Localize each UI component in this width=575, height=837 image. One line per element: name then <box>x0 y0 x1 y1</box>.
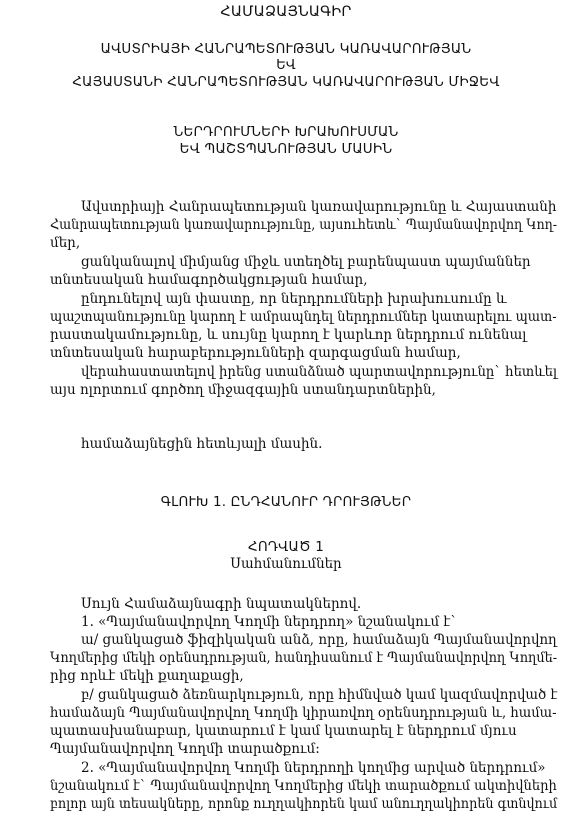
topic-line-1: ՆԵՐԴՐՈՒՄՆԵՐԻ ԽՐԱԽՈՒՍՄԱՆ <box>173 124 399 140</box>
preamble-p3-line-2: պաշտպանությունը կարող է ամրապնդել ներդրումներ կատարելու պատ- <box>50 309 557 325</box>
preamble-p4-line-2: այս ոլորտում գործող միջազգային ստանդարտներին, <box>50 382 436 398</box>
preamble-p1-line-1: Ավստրիայի Հանրապետության կառավարությունը և Հայաստանի <box>81 199 557 215</box>
article-title: Սահմանումներ <box>230 556 342 572</box>
body-intro: Սույն Համաձայնագրի նպատակներով. <box>81 596 362 612</box>
preamble-p3-line-1: ընդունելով այն փաստը, որ ներդրումների խրախուսումը և <box>81 291 507 307</box>
preamble-p3-line-3: րաստակամությունը, և սույնը կարող է կարևոր ներդրում ունենալ <box>50 327 527 343</box>
preamble-p2-line-1: ցանկանալով միմյանց միջև ստեղծել բարենպաստ պայմաններ <box>81 254 531 270</box>
item-1b-line-2: համաձայն Պայմանավորվող Կողմի կիրառվող օրենսդրության և, համա- <box>50 705 557 721</box>
subtitle-line-2: ԵՎ <box>276 58 296 73</box>
preamble-agreed: համաձայնեցին հետևյալի մասին. <box>81 436 323 452</box>
item-2-line-2: նշանակում է` Պայմանավորվող Կողմերից մեկի տարածքում ակտիվների <box>50 778 557 794</box>
item-1b-line-4: Պայմանավորվող Կողմի տարածքում: <box>50 741 320 757</box>
preamble-p2-line-2: տնտեսական համագործակցության համար, <box>50 272 368 288</box>
item-2-line-1: 2. «Պայմանավորվող Կողմի ներդրողի կողմից արված ներդրում» <box>81 760 546 776</box>
document-title: ՀԱՄԱՁԱՅՆԱԳԻՐ <box>220 4 352 20</box>
subtitle-line-1: ԱՎՍՏՐԻԱՅԻ ՀԱՆՐԱՊԵՏՈՒԹՅԱՆ ԿԱՌԱՎԱՐՈՒԹՅԱՆ <box>100 41 472 57</box>
preamble-p1-line-2: Հանրապետության կառավարությունը, այսուհետև` Պայմանավորվող Կող- <box>50 217 558 233</box>
item-1-line-1: 1. «Պայմանավորվող Կողմի ներդրող» նշանակում է` <box>81 614 458 630</box>
preamble-p4-line-1: վերահաստատելով իրենց ստանձնած պարտավորությունը` հետևել <box>81 364 558 380</box>
item-1a-line-2: Կողմերից մեկի օրենսդրության, հանդիսանում է Պայմանավորվող Կողմե- <box>50 650 558 666</box>
item-1b-line-3: պատասխանաբար, կատարում է կամ կատարել է ներդրում մյուս <box>50 723 517 739</box>
preamble-p1-line-3: մեր, <box>50 235 81 251</box>
item-1b-line-1: բ/ ցանկացած ձեռնարկություն, որը հիմնված կամ կազմավորված է <box>81 687 558 703</box>
item-1a-line-1: ա/ ցանկացած ֆիզիկական անձ, որը, համաձայն Պայմանավորվող <box>81 632 557 648</box>
item-1a-line-3: րից որևէ մեկի քաղաքացի, <box>50 668 244 684</box>
topic-line-2: ԵՎ ՊԱՇՏՊԱՆՈՒԹՅԱՆ ՄԱՍԻՆ <box>179 141 393 157</box>
article-number: ՀՈԴՎԱԾ 1 <box>248 539 324 555</box>
item-2-line-3: բոլոր այն տեսակները, որոնք ուղղակիորեն կամ անուղղակիորեն գտնվում <box>50 796 558 812</box>
chapter-heading: ԳԼՈՒԽ 1. ԸՆԴՀԱՆՈՒՐ ԴՐՈՒՅԹՆԵՐ <box>160 494 412 510</box>
subtitle-line-3: ՀԱՅԱՍՏԱՆԻ ՀԱՆՐԱՊԵՏՈՒԹՅԱՆ ԿԱՌԱՎԱՐՈՒԹՅԱՆ ՄԻՋԵՎ <box>72 74 500 90</box>
preamble-p3-line-4: տնտեսական հարաբերությունների զարգացման համար, <box>50 345 461 361</box>
